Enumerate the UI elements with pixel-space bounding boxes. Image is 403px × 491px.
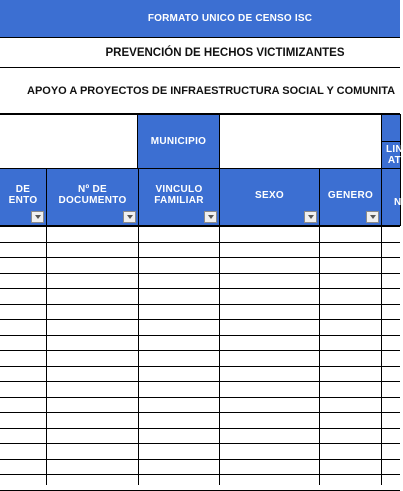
column-header-gender[interactable]	[319, 168, 382, 226]
line-attention-header-label: LIN AT	[386, 144, 403, 166]
project-title: APOYO A PROYECTOS DE INFRAESTRUCTURA SOCIAL Y COMUNITA	[27, 84, 396, 97]
grid-row-line	[0, 459, 400, 460]
grid-row-line	[0, 412, 400, 413]
grid-row-line	[0, 428, 400, 429]
grid-column-line	[319, 226, 320, 485]
column-header-family-link[interactable]	[138, 168, 220, 226]
grid-row-line	[0, 474, 400, 475]
grid-row-line	[0, 242, 400, 243]
grid-row-line	[0, 257, 400, 258]
column-label-partial-right: N	[394, 196, 402, 208]
column-header-document-type[interactable]	[0, 168, 47, 226]
filter-dropdown-icon[interactable]	[31, 211, 44, 223]
project-title-row	[0, 68, 400, 114]
grid-row-line	[0, 381, 400, 382]
grid-row-line	[0, 443, 400, 444]
filter-dropdown-icon[interactable]	[123, 211, 136, 223]
municipio-header-label: MUNICIPIO	[150, 136, 207, 147]
program-title: PREVENCIÓN DE HECHOS VICTIMIZANTES	[105, 46, 345, 59]
column-label-family-link: VINCULO FAMILIAR	[154, 184, 204, 206]
grid-row-line	[0, 366, 400, 367]
column-header-partial-right[interactable]	[381, 168, 401, 226]
filter-dropdown-icon[interactable]	[204, 211, 217, 223]
grid-row-line	[0, 304, 400, 305]
column-label-gender: GENERO	[327, 189, 374, 201]
header-group-right-top[interactable]	[381, 114, 401, 142]
municipio-header-cell[interactable]	[137, 114, 220, 169]
format-title-banner	[0, 0, 400, 37]
grid-column-line	[138, 226, 139, 485]
grid-row-line	[0, 397, 400, 398]
line-attention-header-cell[interactable]	[381, 141, 401, 169]
filter-dropdown-icon[interactable]	[366, 211, 379, 223]
grid-column-line	[381, 226, 382, 485]
grid-row-line	[0, 226, 400, 227]
column-label-document-type: DE ENTO	[8, 184, 38, 206]
program-title-row	[0, 37, 400, 68]
grid-row-line	[0, 288, 400, 289]
grid-column-line	[219, 226, 220, 485]
grid-column-line	[46, 226, 47, 485]
grid-row-line	[0, 319, 400, 320]
column-header-document-number[interactable]	[46, 168, 139, 226]
header-group-empty-left[interactable]	[0, 114, 138, 169]
grid-row-line	[0, 490, 400, 491]
column-header-sex[interactable]	[219, 168, 320, 226]
column-label-document-number: Nº DE DOCUMENTO	[58, 184, 127, 206]
grid-row-line	[0, 350, 400, 351]
format-title: FORMATO UNICO DE CENSO ISC	[147, 13, 313, 24]
grid-row-line	[0, 335, 400, 336]
filter-dropdown-icon[interactable]	[304, 211, 317, 223]
header-group-empty-middle[interactable]	[219, 114, 382, 169]
grid-row-line	[0, 273, 400, 274]
column-label-sex: SEXO	[255, 189, 284, 201]
